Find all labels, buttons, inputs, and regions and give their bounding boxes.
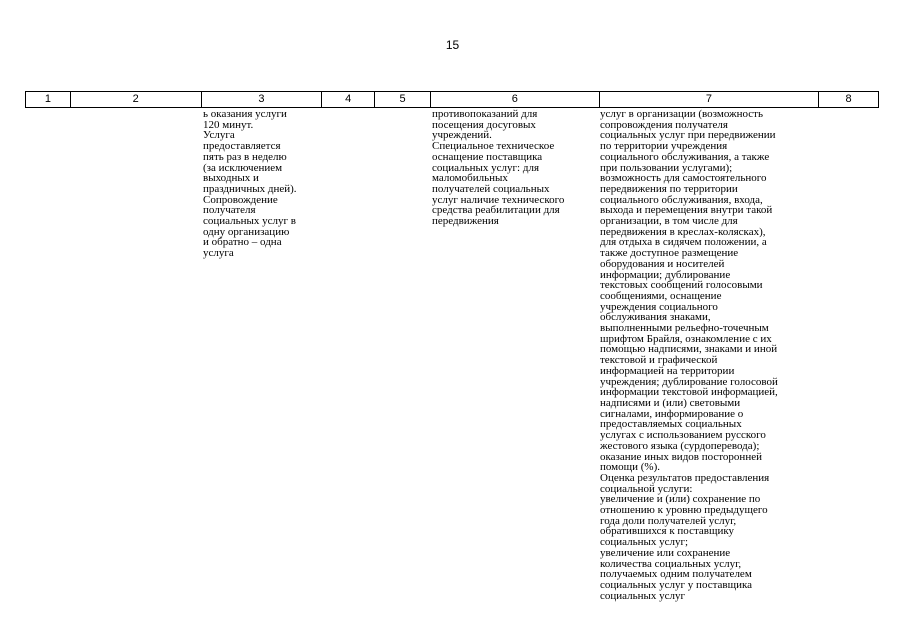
cell-text-line: выполненными рельефно-точечным <box>600 322 769 335</box>
cell-text-line: маломобильных <box>432 172 508 185</box>
cell-text-line: Специальное техническое <box>432 140 555 153</box>
cell-text-line: жестового языка (сурдоперевода); <box>600 439 760 452</box>
column-header-3: 3 <box>201 92 322 107</box>
cell-text-line: противопоказаний для <box>432 108 538 120</box>
cell-text-line: сопровождения получателя <box>600 118 728 131</box>
cell-text-line: отношению к уровню предыдущего <box>600 504 768 517</box>
column-header-2: 2 <box>70 92 201 107</box>
cell-text-line: при пользовании услугами); <box>600 161 733 174</box>
cell-text-line: Сопровождение <box>203 193 278 206</box>
cell-text-line: для отдыха в сидячем положении, а <box>600 236 767 249</box>
cell-text-line: Оценка результатов предоставления <box>600 471 770 484</box>
cell-text-line: увеличение и (или) сохранение по <box>600 493 761 506</box>
cell-text-line: оснащение поставщика <box>432 150 543 163</box>
cell-text-line: социальных услуг: для <box>432 161 540 174</box>
cell-text-line: услуг наличие технического <box>432 193 565 206</box>
cell-text-line: одну организацию <box>203 225 290 238</box>
cell-text-line: ь оказания услуги <box>203 108 287 120</box>
cell-text-line: получателей социальных <box>432 182 550 195</box>
column-header-1: 1 <box>44 93 51 105</box>
cell-text-line: учреждений. <box>432 129 492 142</box>
table-header-row <box>25 91 879 108</box>
cell-text-line: по территории учреждения <box>600 140 728 153</box>
cell-text-line: передвижения <box>432 215 499 228</box>
cell-text-line: предоставляется <box>203 140 281 153</box>
cell-text-line: праздничных дней). <box>203 182 297 195</box>
cell-text-line: посещения досуговых <box>432 118 536 131</box>
cell-text-line: учреждения; дублирование голосовой <box>600 375 778 388</box>
cell-text-line: социальных услуг в <box>203 215 296 228</box>
cell-text-line: передвижения в креслах-колясках), <box>600 225 766 238</box>
cell-text-line: передвижения по территории <box>600 182 738 195</box>
cell-text-line: пять раз в неделю <box>203 150 287 163</box>
cell-text-line: информации текстовой информацией, <box>600 386 778 399</box>
cell-text-line: 120 минут. <box>203 118 254 131</box>
cell-text-line: социальных услуг при передвижении <box>600 129 776 142</box>
column-header-6: 6 <box>430 92 599 107</box>
cell-text-line: также доступное размещение <box>600 247 739 260</box>
cell-text-line: года доли получателей услуг, <box>600 514 737 527</box>
column-header-5: 5 <box>374 92 430 107</box>
cell-text-line: социальной услуги: <box>600 482 693 495</box>
cell-text-line: текстовых сообщений голосовыми <box>600 279 763 292</box>
cell-text-line: помощью надписями, знаками и иной <box>600 343 778 356</box>
cell-text-line: получателя <box>203 204 256 217</box>
cell-text-line: надписями и (или) световыми <box>600 396 741 409</box>
cell-text-line: информацией на территории <box>600 364 735 377</box>
cell-text-line: обслуживания знаками, <box>600 311 711 324</box>
cell-text-line: услуга <box>203 247 234 260</box>
cell-text-line: текстовой и графической <box>600 354 718 367</box>
cell-text-line: услугах с использованием русского <box>600 429 766 442</box>
column-3-text <box>203 109 297 259</box>
column-7-text <box>600 109 778 601</box>
cell-text-line: (за исключением <box>203 161 283 174</box>
cell-text-line: средства реабилитации для <box>432 204 560 217</box>
cell-text-line: помощи (%). <box>600 461 660 474</box>
cell-text-line: и обратно – одна <box>203 236 282 249</box>
cell-text-line: сообщениями, оснащение <box>600 289 722 302</box>
cell-text-line: социальных услуг у поставщика <box>600 578 753 591</box>
cell-text-line: сигналами, информирование о <box>600 407 744 420</box>
cell-text-line: выхода и перемещения внутри такой <box>600 204 773 217</box>
cell-text-line: получаемых одним получателем <box>600 568 752 581</box>
column-header-4: 4 <box>321 92 374 107</box>
cell-text-line: шрифтом Брайля, ознакомление с их <box>600 332 772 345</box>
cell-text-line: предоставляемых социальных <box>600 418 742 431</box>
cell-text-line: социального обслуживания, входа, <box>600 193 763 206</box>
cell-text-line: количества социальных услуг, <box>600 557 742 570</box>
cell-text-line: оборудования и носителей <box>600 257 725 270</box>
column-6-text <box>432 109 564 227</box>
column-header-7: 7 <box>599 92 818 107</box>
cell-text-line: социального обслуживания, а также <box>600 150 770 163</box>
cell-text-line: социальных услуг <box>600 589 686 602</box>
cell-text-line: услуг в организации (возможность <box>600 108 764 120</box>
cell-text-line: организации, в том числе для <box>600 215 738 228</box>
column-header-8: 8 <box>818 92 878 107</box>
cell-text-line: возможность для самостоятельного <box>600 172 767 185</box>
page-number: 15 <box>445 38 460 52</box>
cell-text-line: информации; дублирование <box>600 268 731 281</box>
cell-text-line: учреждения социального <box>600 300 718 313</box>
cell-text-line: социальных услуг; <box>600 536 689 549</box>
cell-text-line: выходных и <box>203 172 259 185</box>
cell-text-line: обратившихся к поставщику <box>600 525 735 538</box>
cell-text-line: увеличение или сохранение <box>600 546 731 559</box>
cell-text-line: Услуга <box>203 129 235 142</box>
cell-text-line: оказание иных видов посторонней <box>600 450 762 463</box>
